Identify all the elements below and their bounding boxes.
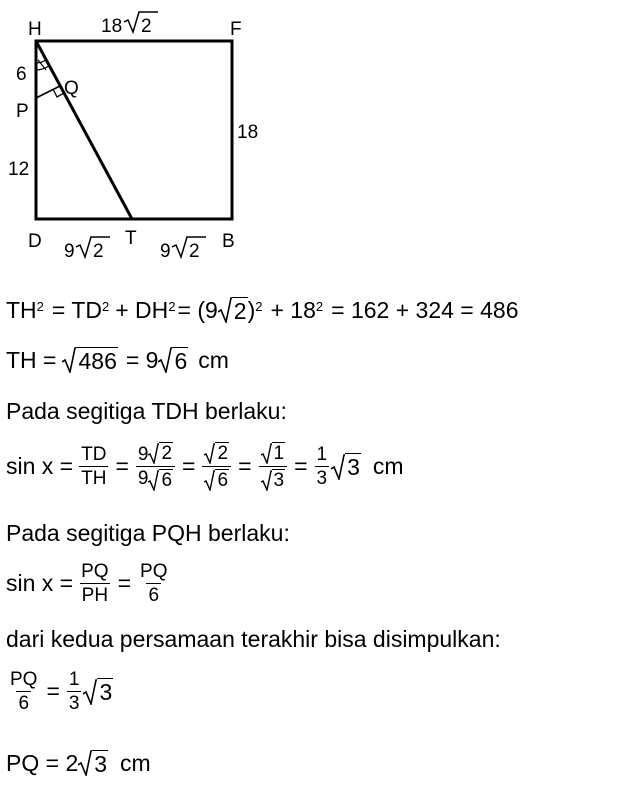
text: + 18 [270,296,316,323]
text: cm [120,749,151,776]
denominator: 6 [18,693,30,714]
radical [148,442,173,464]
text-line: dari kedua persamaan terakhir bisa disimpulkan: [6,626,501,652]
radicand: 486 [78,348,117,374]
exponent: 2 [255,298,263,314]
equals-sign: = [115,452,129,479]
text: PQ = 2 [6,749,79,776]
label-dt-root: 2 [93,241,104,262]
radical-sign [158,347,172,373]
numerator: 1 [68,669,80,690]
numerator [259,442,288,466]
radicand: 6 [174,348,188,374]
text: TH = [6,346,57,373]
denominator [259,466,288,491]
text: ) [247,296,256,323]
radical-sign [148,443,159,464]
radical-sign [204,443,215,464]
vertex-h: H [28,19,42,40]
text: = 162 + 324 = 486 [331,296,519,323]
label-tb: 9 [160,241,171,262]
label-tb-root: 2 [189,241,200,262]
exponent: 2 [101,298,110,314]
radical [331,453,361,479]
fraction [202,442,231,491]
radical [261,442,286,464]
radical [78,750,108,776]
radical-sign [78,750,92,776]
numerator [136,442,175,466]
equation-th [6,347,229,373]
equation-pq-result [6,750,151,776]
label-dt: 9 [64,241,75,262]
radical [218,297,248,323]
vertex-f: F [230,19,242,40]
radical-sign [62,347,76,373]
numerator: PQ [10,669,38,690]
equals-sign: = [46,678,60,704]
fraction [79,562,110,605]
text-line: Pada segitiga TDH berlaku: [6,398,287,424]
radical-sign [331,454,345,480]
radical [158,347,188,373]
equals-sign: = [117,570,132,596]
denominator: 3 [316,467,328,489]
text: = (9 [177,296,218,323]
text: sin x = [6,570,74,596]
equation-sin-x-tdh [6,442,404,491]
radical-sign [261,470,272,491]
angle-arc-outer [36,66,49,70]
segment-ht [36,41,132,219]
vertex-q: Q [64,78,79,99]
label-top-root: 2 [141,16,152,37]
radicand: 6 [217,469,229,491]
fraction [138,562,169,605]
text-line: Pada segitiga PQH berlaku: [6,520,290,546]
exponent: 2 [168,298,176,314]
fraction [79,445,108,488]
equation-pq-ratio [6,670,113,713]
exponent: 2 [315,298,324,314]
radicand: 3 [273,469,285,491]
denominator: TH [81,467,107,489]
denominator: 3 [68,693,80,714]
fraction [67,670,82,713]
equals-sign: = [182,452,196,479]
radicand: 1 [273,443,285,464]
text: sin x = [6,452,74,479]
vertex-d: D [28,231,42,252]
radicand: 2 [217,443,229,464]
vertex-p: P [16,101,29,122]
radicand: 6 [161,469,173,491]
rectangle-hfbd [36,41,232,219]
text: 9 [137,467,149,489]
text: TH [6,296,37,323]
vertex-b: B [222,231,235,252]
denominator: PH [81,585,109,606]
exponent: 2 [36,298,44,314]
label-hp: 6 [16,64,27,85]
text: 9 [137,443,149,465]
denominator [136,466,175,491]
radical [261,469,286,491]
radical-sign [83,679,97,705]
equation-sin-x-pqh [6,562,171,605]
denominator: 6 [148,585,160,606]
equation-th-squared [6,297,519,323]
numerator: 1 [316,443,328,465]
radical-sign [148,470,159,491]
text: cm [198,346,229,373]
numerator: TD [81,443,107,465]
numerator [202,442,231,466]
radical [83,678,113,704]
text: = TD [51,296,102,323]
label-right: 18 [237,122,259,143]
radical-sign [261,443,272,464]
text: = 9 [125,346,159,373]
fraction [259,442,288,491]
numerator: PQ [81,561,109,582]
radicand: 3 [94,751,108,777]
denominator [202,466,231,491]
equals-sign: = [294,452,308,479]
radical [204,469,229,491]
numerator: PQ [140,561,168,582]
radical [148,469,173,491]
radicand: 2 [161,443,173,464]
label-top: 18 [101,16,123,37]
radical-sign [218,297,232,323]
geometry-figure [0,0,634,275]
fraction [136,442,175,491]
fraction [315,445,330,488]
radical [62,347,117,373]
vertex-t: T [125,228,137,249]
radical-sign [204,470,215,491]
radical [204,442,229,464]
equals-sign: = [238,452,252,479]
label-pd: 12 [8,159,30,180]
radicand: 2 [233,298,247,324]
text: cm [372,452,404,479]
fraction [8,670,39,713]
text: + DH [115,296,169,323]
radicand: 3 [347,454,360,481]
radicand: 3 [99,679,113,706]
